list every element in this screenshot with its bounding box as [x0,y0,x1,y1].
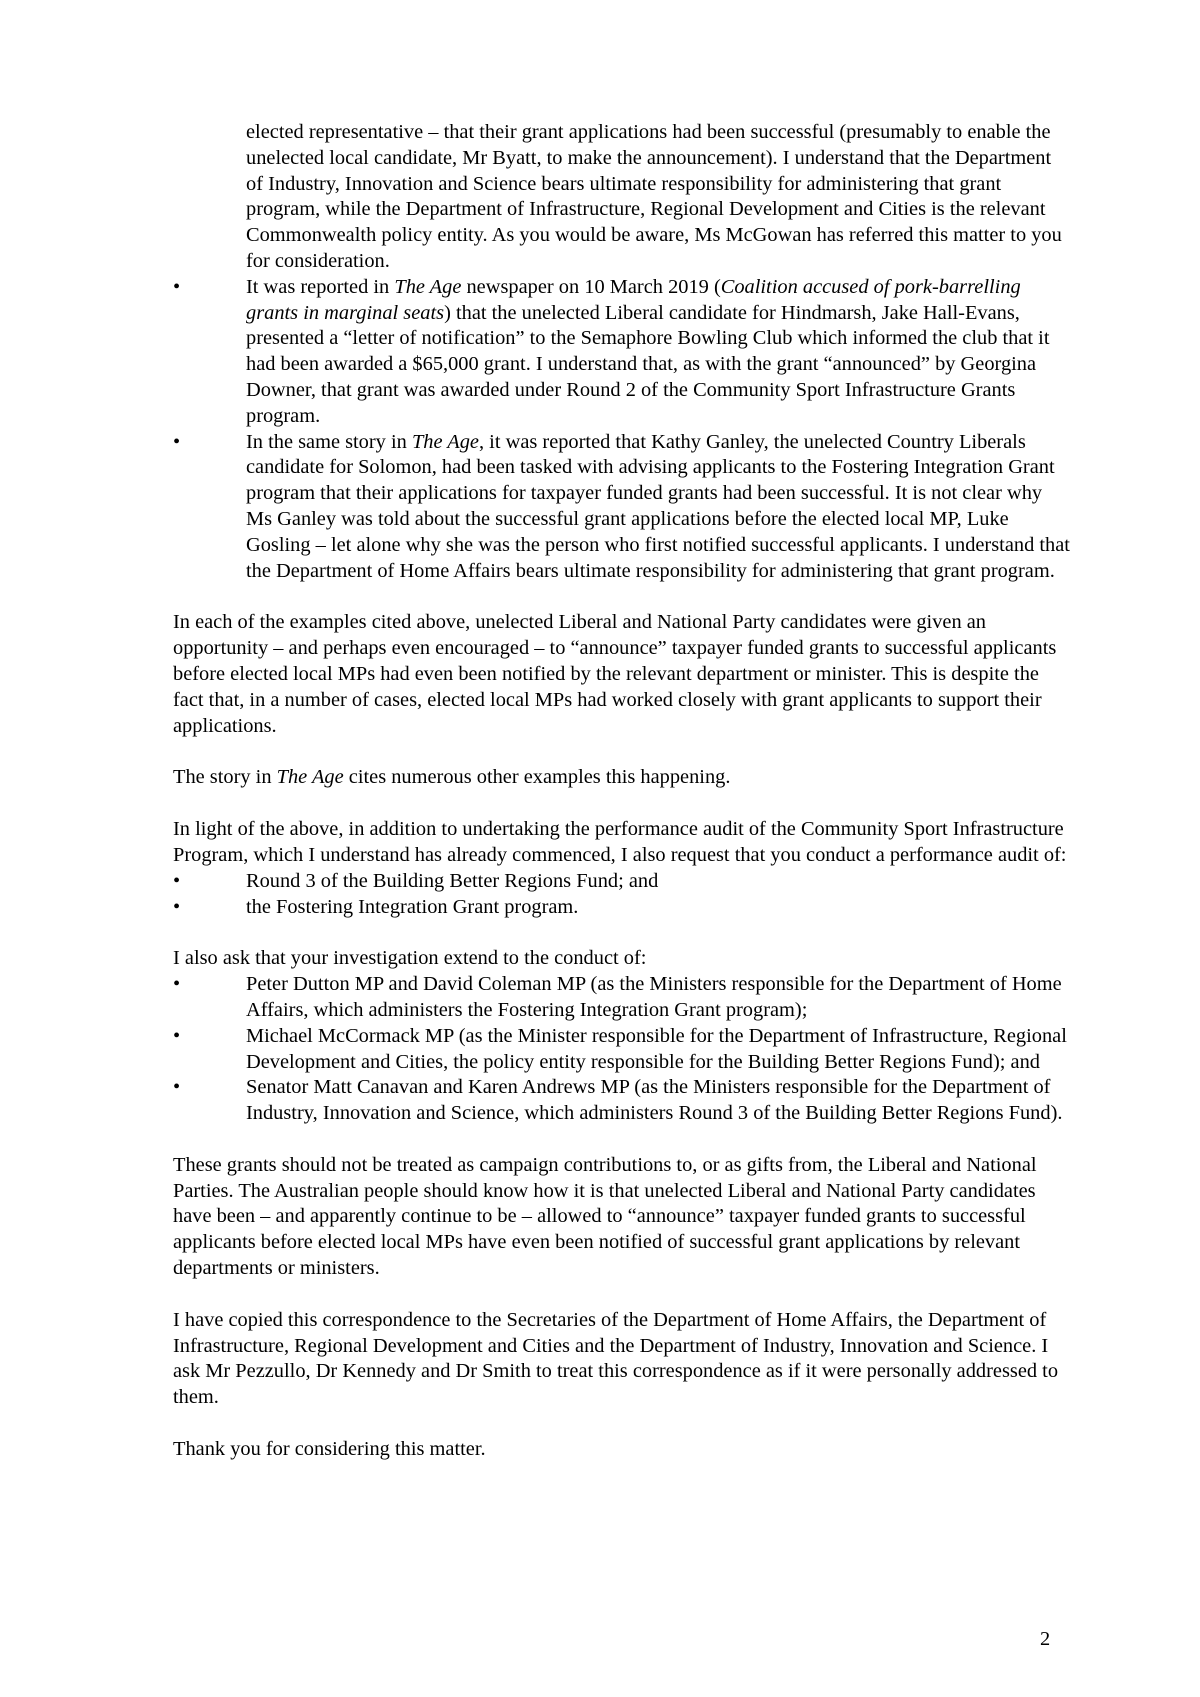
bullet-item-hindmarsh [173,275,1073,430]
investigation-item [173,1024,1073,1076]
investigation-item [173,972,1073,1024]
publication-name: The Age [276,766,344,789]
bullet-icon: • [173,1024,181,1047]
article-title: Coalition accused of pork-barrelling grants in marginal seats [246,275,1021,324]
bullet-text-pre: It was reported in [246,275,395,298]
bullet-text-pre: In the same story in [246,430,412,453]
bullet-icon: • [173,275,181,298]
notification-bullet-list [173,275,1073,585]
bullet-item-solomon [173,430,1073,585]
thanks-paragraph: Thank you for considering this matter. [173,1438,486,1461]
investigation-paragraph: I also ask that your investigation extend to the conduct of: [173,947,647,970]
bullet-text-mid: newspaper on 10 March 2019 ( [461,275,721,298]
audit-bullet-list [173,869,1073,921]
story-text-post: cites numerous other examples this happening. [343,766,731,789]
investigation-item-text: Senator Matt Canavan and Karen Andrews MP (as the Ministers responsible for the Department of Industry, Innovation and Science, which administers Round 3 of the Building Better Regions Fund). [246,1076,1063,1125]
audit-item-text: the Fostering Integration Grant program. [246,895,579,918]
bullet-icon: • [173,895,181,918]
bullet-icon: • [173,1076,181,1099]
audit-item [173,869,1073,895]
investigation-item-text: Peter Dutton MP and David Coleman MP (as the Ministers responsible for the Department of Home Affairs, which administers the Fostering Integration Grant program); [246,973,1062,1021]
bullet-icon: • [173,430,181,453]
investigation-item-text: Michael McCormack MP (as the Minister responsible for the Department of Infrastructure, Regional Development and Cities, the policy entity responsible for the Building Better Regions Fund); and [246,1024,1067,1073]
bullet-icon: • [173,973,181,996]
investigation-bullet-list [173,972,1073,1127]
page-number: 2 [1040,1628,1051,1650]
investigation-item [173,1075,1073,1127]
publication-name: The Age [411,430,479,453]
bullet-icon: • [173,869,181,892]
continuation-paragraph: elected representative – that their grant applications had been successful (presumably to enable the unelected local candidate, Mr Byatt, to make the announcement). I understand that the Department of Industry, Innovation and Science bears ultimate responsibility for administering that grant program, while the Department of Infrastructure, Regional Development and Cities is the relevant Commonwealth policy entity. As you would be aware, Ms McGowan has referred this matter to you for consideration. [246,121,1062,272]
bullet-text-post: , it was reported that Kathy Ganley, the unelected Country Liberals candidate for Solomon, had been tasked with advising applicants to the Fostering Integration Grant program that their applications for taxpayer funded grants had been successful. It is not clear why Ms Ganley was told about the successful grant applications before the elected local MP, Luke Gosling – let alone why she was the person who first notified successful applicants. I understand that the Department of Home Affairs bears ultimate responsibility for administering that grant program. [246,430,1070,582]
publication-name: The Age [394,275,462,298]
audit-item [173,895,1073,921]
grants-paragraph: These grants should not be treated as campaign contributions to, or as gifts from, the Liberal and National Parties. The Australian people should know how it is that unelected Liberal and National Party candidates have been – and apparently continue to be – allowed to “announce” taxpayer funded grants to successful applicants before elected local MPs have even been notified of successful grant applications by relevant departments or ministers. [173,1153,1037,1280]
examples-paragraph: In each of the examples cited above, unelected Liberal and National Party candidates were given an opportunity – and perhaps even encouraged – to “announce” taxpayer funded grants to successful applicants before elected local MPs had even been notified by the relevant department or minister. This is despite the fact that, in a number of cases, elected local MPs had worked closely with grant applicants to support their applications. [173,611,1057,737]
copied-paragraph: I have copied this correspondence to the Secretaries of the Department of Home Affairs, the Department of Infrastructure, Regional Development and Cities and the Department of Industry, Innovation and Science. I ask Mr Pezzullo, Dr Kennedy and Dr Smith to treat this correspondence as if it were personally addressed to them. [173,1308,1059,1409]
audit-request-paragraph: In light of the above, in addition to undertaking the performance audit of the Community Sport Infrastructure Program, which I understand has already commenced, I also request that you conduct a performance audit of: [173,818,1067,866]
letter-body [173,120,1073,1463]
audit-item-text: Round 3 of the Building Better Regions Fund; and [246,869,659,892]
story-paragraph [173,765,1073,791]
story-text-pre: The story in [173,766,277,789]
bullet-text-post: ) that the unelected Liberal candidate for Hindmarsh, Jake Hall-Evans, presented a “letter of notification” to the Semaphore Bowling Club which informed the club that it had been awarded a $65,000 grant. I understand that, as with the grant “announced” by Georgina Downer, that grant was awarded under Round 2 of the Community Sport Infrastructure Grants program. [246,301,1050,427]
